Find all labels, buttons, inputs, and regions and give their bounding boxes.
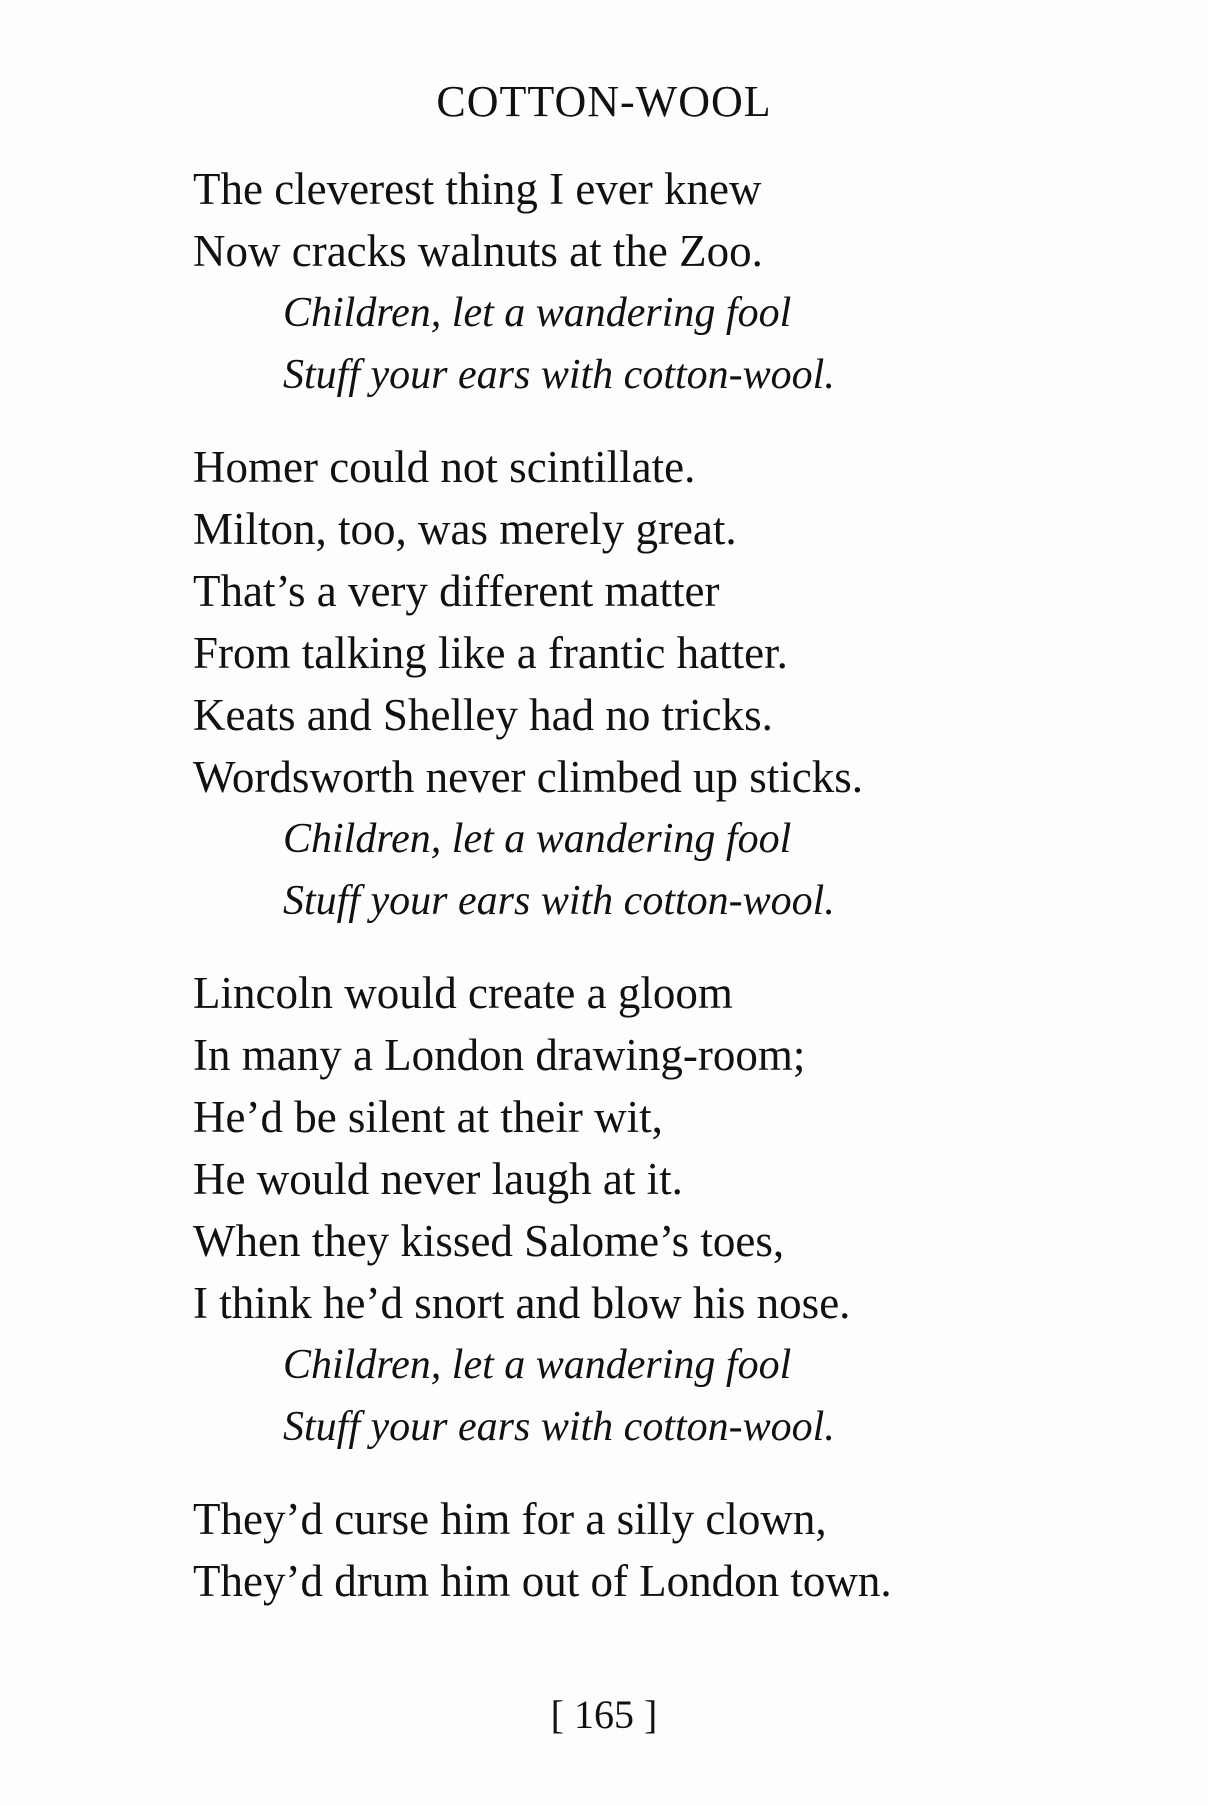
refrain-line: Stuff your ears with cotton-wool. — [283, 352, 835, 398]
refrain-line: Children, let a wandering fool — [283, 1342, 792, 1388]
poem-title: COTTON-WOOL — [436, 77, 772, 126]
poem-line: They’d drum him out of London town. — [193, 1556, 892, 1606]
poem-line: He would never laugh at it. — [193, 1154, 683, 1204]
refrain-line: Stuff your ears with cotton-wool. — [283, 878, 835, 924]
poem-body — [193, 158, 1093, 1642]
poem-line: Keats and Shelley had no tricks. — [193, 690, 773, 740]
poem-line: I think he’d snort and blow his nose. — [193, 1278, 851, 1328]
poem-line: That’s a very different matter — [193, 566, 720, 616]
poem-line: They’d curse him for a silly clown, — [193, 1494, 827, 1544]
refrain-line: Children, let a wandering fool — [283, 290, 792, 336]
poem-line: When they kissed Salome’s toes, — [193, 1216, 785, 1266]
refrain-line: Children, let a wandering fool — [283, 816, 792, 862]
stanza-4 — [193, 1488, 1093, 1612]
poem-line: He’d be silent at their wit, — [193, 1092, 663, 1142]
poem-line: From talking like a frantic hatter. — [193, 628, 788, 678]
poem-line: Lincoln would create a gloom — [193, 968, 733, 1018]
stanza-1 — [193, 158, 1093, 406]
page-number: [ 165 ] — [550, 1692, 658, 1737]
stanza-3 — [193, 962, 1093, 1458]
refrain-line: Stuff your ears with cotton-wool. — [283, 1404, 835, 1450]
poem-line: Homer could not scintillate. — [193, 442, 696, 492]
poem-line: Now cracks walnuts at the Zoo. — [193, 226, 763, 276]
stanza-2 — [193, 436, 1093, 932]
poem-line: In many a London drawing-room; — [193, 1030, 806, 1080]
poem-line: Wordsworth never climbed up sticks. — [193, 752, 863, 802]
poem-line: Milton, too, was merely great. — [193, 504, 737, 554]
poem-line: The cleverest thing I ever knew — [193, 164, 762, 214]
